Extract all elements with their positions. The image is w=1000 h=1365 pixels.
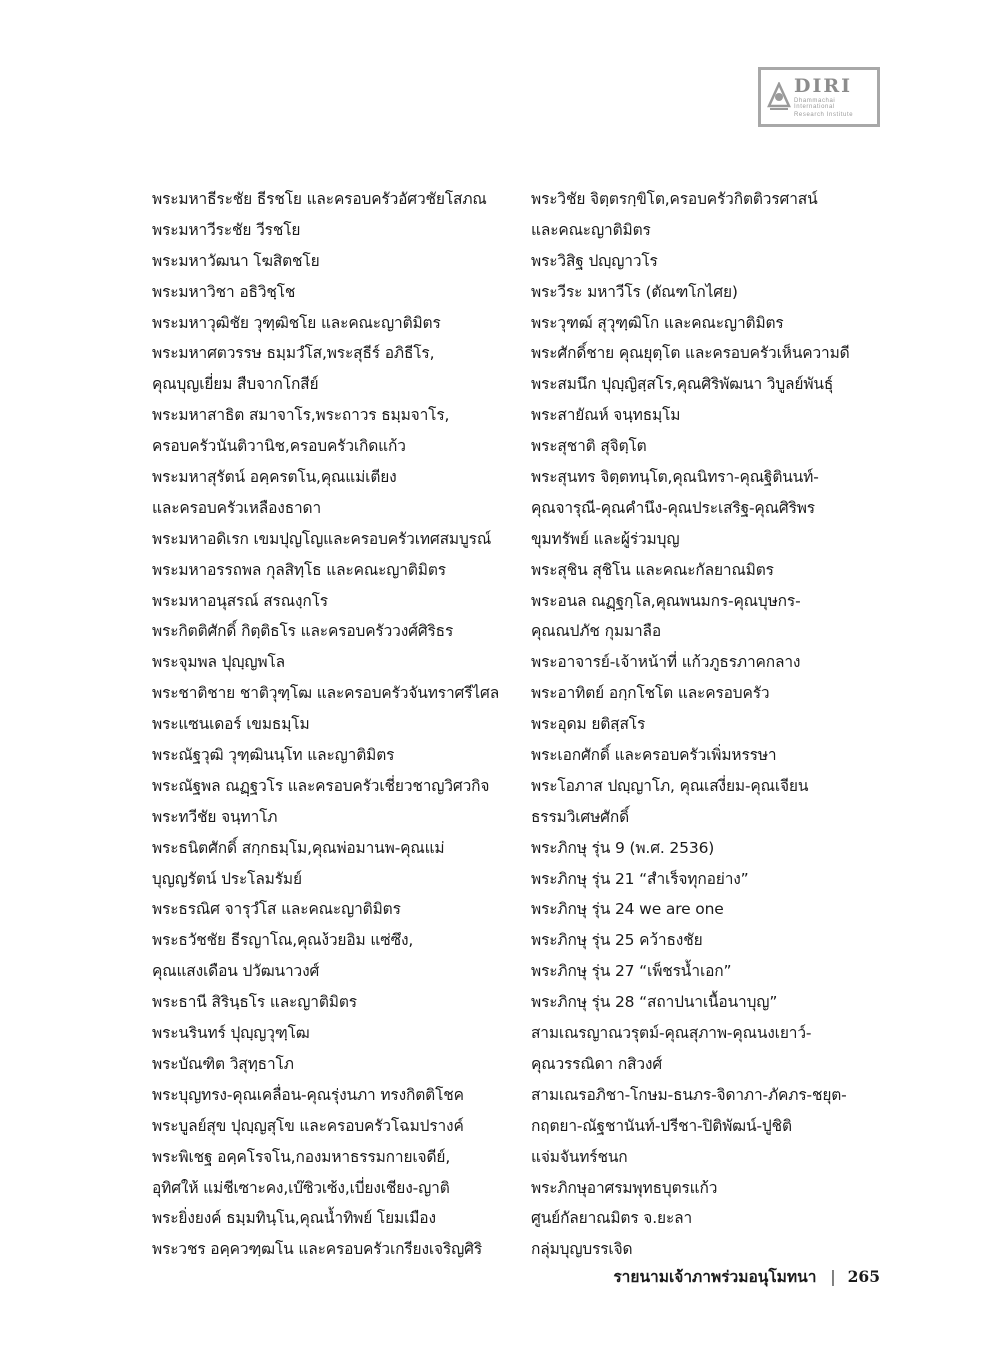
donor-name-line: พระสมนึก ปุญฺญิสฺสโร,คุณศิริพัฒนา วิบูลย์พันธุ์ (531, 375, 834, 394)
logo-subtitle-line2: Research Institute (794, 111, 854, 118)
donor-name-line: พระสุนทร จิตฺตทนฺโต,คุณนิทรา-คุณฐิตินนท์- (531, 468, 819, 487)
donor-name-line: พระจุมพล ปุญฺญพโล (152, 653, 286, 672)
donor-name-line: พระบูลย์สุข ปุญฺญสุโข และครอบครัวโฉมปรางค์ (152, 1116, 464, 1135)
footer-separator: | (830, 1267, 836, 1286)
donor-name-line: พระธวัชชัย ธีรญาโณ,คุณง้วยอิม แซ่ซึง, (152, 931, 414, 950)
donor-name-line: ครอบครัวนันติวานิช,ครอบครัวเกิดแก้ว (152, 437, 406, 456)
footer-section-title: รายนามเจ้าภาพร่วมอนุโมทนา (613, 1267, 817, 1286)
donor-name-line: พระพิเชฐ อคฺคโรจโน,กองมหาธรรมกายเจดีย์, (152, 1147, 451, 1166)
donor-name-line: พระมหาอรรถพล กุลสิทฺโธ และคณะญาติมิตร (152, 560, 446, 579)
logo-brand: DIRI (794, 74, 853, 97)
dhammachai-emblem-icon (767, 82, 791, 112)
donor-name-line: ศูนย์กัลยาณมิตร จ.ยะลา (531, 1209, 693, 1228)
donor-name-line: สามเณรญาณวรุตม์-คุณสุภาพ-คุณนงเยาว์- (531, 1024, 812, 1043)
donor-name-line: คุณวรรณิดา กสิวงศ์ (531, 1054, 663, 1073)
donor-name-line: พระวุฑฒ์ สุวุฑฺฒิโก และคณะญาติมิตร (531, 313, 784, 332)
donor-name-line: พระมหาอนุสรณ์ สรณงฺกโร (152, 591, 328, 610)
donor-list-left-column (152, 184, 512, 1265)
donor-name-line: พระอาทิตย์ อกฺกโชโต และครอบครัว (531, 684, 770, 703)
donor-name-line: พระภิกษุอาศรมพุทธบุตรแก้ว (531, 1178, 718, 1197)
donor-name-line: พระภิกษุ รุ่น 25 คว้าธงชัย (531, 931, 703, 950)
donor-name-line: พระอุดม ยติสฺสโร (531, 715, 646, 734)
donor-name-line: พระวิสิฐ ปญฺญาวโร (531, 251, 658, 270)
donor-name-line: พระมหาธีระชัย ธีรชโย และครอบครัวอัศวชัยโสภณ (152, 190, 487, 208)
donor-name-line: คุณแสงเดือน ปวัฒนาวงศ์ (152, 962, 320, 981)
donor-name-line: พระอาจารย์-เจ้าหน้าที่ แก้วภูธรภาคกลาง (531, 653, 801, 672)
donor-name-line: พระธนิตศักดิ์ สกฺกธมฺโม,คุณพ่อมานพ-คุณแม่ (152, 838, 445, 857)
donor-name-line: พระสายัณห์ จนฺทธมฺโม (531, 406, 681, 425)
donor-name-line: พระภิกษุ รุ่น 9 (พ.ศ. 2536) (531, 838, 715, 857)
donor-name-line: สามเณรอภิชา-โกษม-ธนภร-จิดาภา-ภัคภร-ชยุต- (531, 1085, 847, 1104)
logo-text (794, 74, 871, 118)
donor-list-right-column (531, 184, 881, 1265)
donor-name-line: พระสุชิน สุชิโน และคณะกัลยาณมิตร (531, 560, 774, 579)
donor-name-line: บุญญรัตน์ ประโลมรัมย์ (152, 869, 302, 888)
donor-name-line: พระอนล ณฏฺฐกฺโล,คุณพนมกร-คุณบุษกร- (531, 591, 801, 610)
donor-name-line: พระมหาศตวรรษ ธมฺมวํโส,พระสุธีร์ อภิธีโร, (152, 344, 435, 363)
donor-name-line: พระวิชัย จิตฺตรกฺขิโต,ครอบครัวกิตติวรศาสน์ (531, 190, 818, 208)
donor-name-line: คุณณปภัช กุมมาลือ (531, 622, 662, 641)
donor-name-line: พระชาติชาย ชาติวุฑฺโฒ และครอบครัวจันทราศรีไศล (152, 684, 500, 703)
donor-name-line: พระมหาวัฒนา โฆสิตชโย (152, 251, 320, 270)
donor-name-line: พระโอภาส ปญฺญาโภ, คุณเสงี่ยม-คุณเจียน (531, 776, 809, 795)
donor-name-line: กฤตยา-ณัฐชานันท์-ปรีชา-ปิติพัฒน์-ปูชิติ (531, 1116, 792, 1135)
donor-name-line: อุทิศให้ แม่ชีเซาะคง,เบ๊ซิวเซ้ง,เบี่ยงเชียง-ญาติ (152, 1178, 450, 1197)
donor-name-line: และคณะญาติมิตร (531, 220, 651, 239)
donor-name-line: พระนรินทร์ ปุญฺญวุฑฺโฒ (152, 1024, 310, 1043)
donor-name-line: พระภิกษุ รุ่น 21 “สำเร็จทุกอย่าง” (531, 869, 749, 888)
donor-name-line: พระยิ่งยงค์ ธมฺมทินฺโน,คุณน้ำทิพย์ โยมเมือง (152, 1209, 436, 1228)
donor-name-line: พระศักดิ์ชาย คุณยุตฺโต และครอบครัวเห็นความดี (531, 344, 850, 363)
donor-name-line: คุณจารุณี-คุณคำนึง-คุณประเสริฐ-คุณศิริพร (531, 498, 815, 517)
donor-name-line: พระมหาวีระชัย วีรชโย (152, 220, 301, 239)
donor-name-line: พระกิตติศักดิ์ กิตฺติธโร และครอบครัววงศ์ศิริธร (152, 622, 454, 641)
donor-name-line: พระธรณิศ จารุวํโส และคณะญาติมิตร (152, 900, 401, 919)
donor-name-line: ธรรมวิเศษศักดิ์ (531, 807, 630, 826)
page-number: 265 (847, 1267, 880, 1286)
donor-name-line: กลุ่มบุญบรรเจิด (531, 1240, 633, 1259)
donor-name-line: พระสุชาติ สุจิตฺโต (531, 437, 647, 456)
donor-name-line: พระภิกษุ รุ่น 27 “เพ็ชรน้ำเอก” (531, 962, 732, 981)
donor-name-line: พระธานี สิรินฺธโร และญาติมิตร (152, 993, 357, 1012)
donor-name-line: ขุมทรัพย์ และผู้ร่วมบุญ (531, 529, 680, 548)
donor-name-line: แจ่มจันทร์ชนก (531, 1147, 628, 1166)
donor-name-line: พระมหาอดิเรก เขมปุญโญและครอบครัวเทศสมบูรณ์ (152, 529, 492, 548)
donor-name-line: พระณัฐวุฒิ วุฑฺฒินนฺโท และญาติมิตร (152, 746, 395, 765)
diri-logo (758, 67, 880, 127)
donor-name-line: พระวชร อคฺควฑฺฒโน และครอบครัวเกรียงเจริญศิริ (152, 1240, 483, 1259)
donor-name-line: พระบุญทรง-คุณเคลื่อน-คุณรุ่งนภา ทรงกิตติโชค (152, 1085, 464, 1104)
donor-name-line: และครอบครัวเหลืองธาดา (152, 498, 322, 517)
donor-name-line: พระมหาสาธิต สมาจาโร,พระถาวร ธมฺมจาโร, (152, 406, 450, 425)
donor-name-line: พระวีระ มหาวีโร (ตัณฑโกไศย) (531, 282, 738, 301)
donor-name-line: พระณัฐพล ณฏฺฐวโร และครอบครัวเชี่ยวชาญวิศวกิจ (152, 776, 490, 795)
donor-name-line: พระเอกศักดิ์ และครอบครัวเพิ่มหรรษา (531, 746, 777, 765)
donor-name-line: พระมหาวิชา อธิวิชฺโช (152, 282, 296, 301)
donor-name-line: พระมหาสุรัตน์ อคฺครตโน,คุณแม่เตียง (152, 468, 397, 487)
page-footer (613, 1264, 880, 1289)
donor-name-line: พระบัณฑิต วิสุทฺธาโภ (152, 1054, 294, 1073)
donor-name-line: คุณบุญเยี่ยม สืบจากโกสีย์ (152, 375, 319, 394)
donor-name-line: พระภิกษุ รุ่น 28 “สถาปนาเนื้อนาบุญ” (531, 993, 778, 1012)
donor-name-line: พระมหาวุฒิชัย วุฑฺฒิชโย และคณะญาติมิตร (152, 313, 441, 332)
donor-name-line: พระภิกษุ รุ่น 24 we are one (531, 900, 724, 919)
logo-subtitle-line1: Dhammachai International (794, 97, 836, 110)
donor-name-line: พระแซนเดอร์ เขมธมฺโม (152, 715, 310, 734)
donor-name-line: พระทวีชัย จนฺทาโภ (152, 807, 278, 826)
